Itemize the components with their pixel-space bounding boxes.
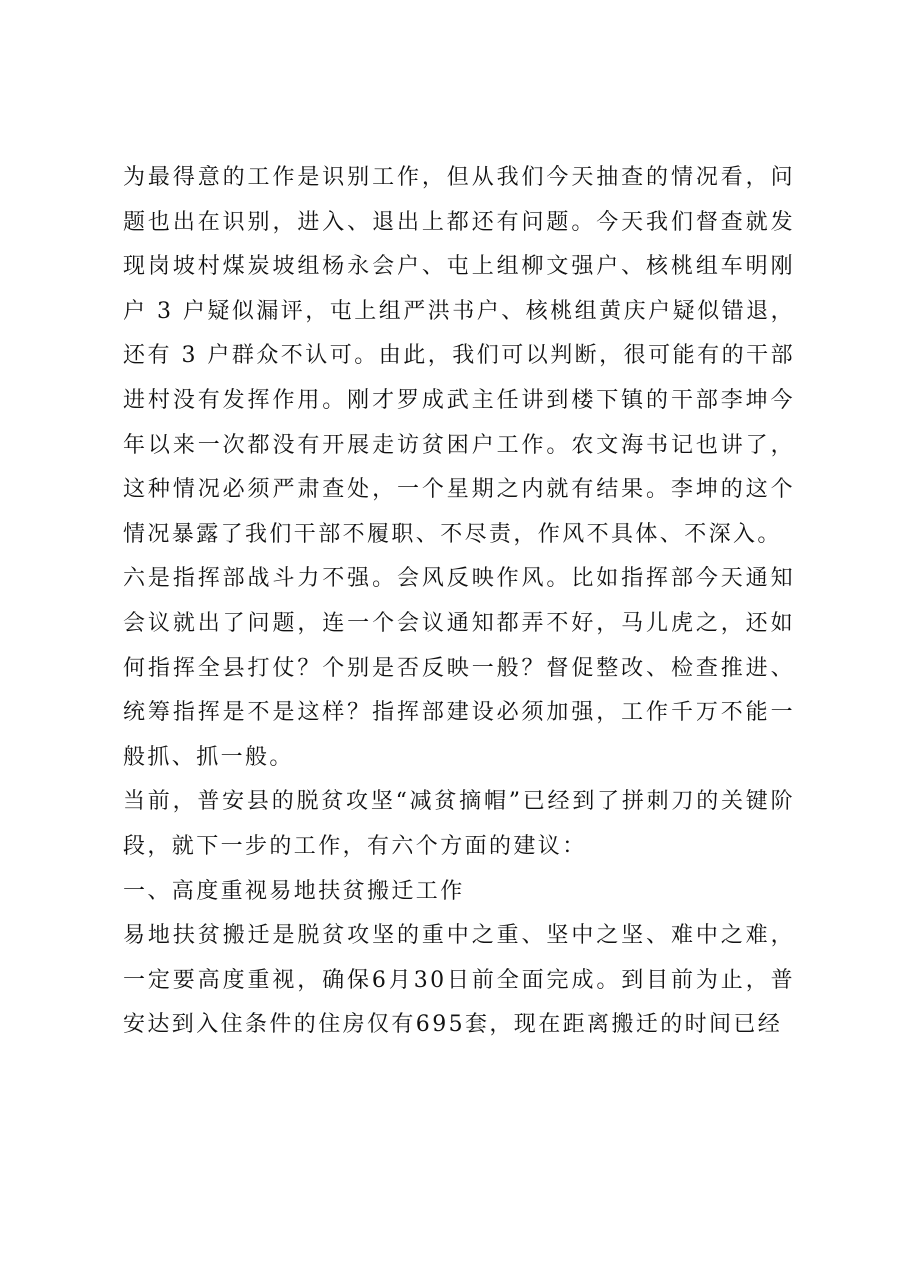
paragraph-identification-issues: 为最得意的工作是识别工作，但从我们今天抽查的情况看，问题也出在识别，进入、退出上都还有问题。今天我们督查就发现岗坡村煤炭坡组杨永会户、屯上组柳文强户、核桃组车明刚户 3 户疑似漏评，屯上组严洪书户、核桃组黄庆户疑似错退，还有 3 户群众不认可。由此，我们可以判断，很可能有的干部进村没有发挥作用。刚才罗成武主任讲到楼下镇的干部李坤今年以来一次都没有开展走访贫困户工作。农文海书记也讲了，这种情况必须严肃查处，一个星期之内就有结果。李坤的这个情况暴露了我们干部不履职、不尽责，作风不具体、不深入。 (123, 165, 795, 547)
document-body (123, 156, 795, 1048)
paragraph-current-stage: 当前，普安县的脱贫攻坚“减贫摘帽”已经到了拼刺刀的关键阶段，就下一步的工作，有六个方面的建议： (123, 789, 795, 859)
paragraph-relocation: 易地扶贫搬迁是脱贫攻坚的重中之重、坚中之坚、难中之难，一定要高度重视，确保6月30日前全面完成。到目前为止，普安达到入住条件的住房仅有695套，现在距离搬迁的时间已经 (123, 923, 795, 1038)
section-heading-relocation: 一、高度重视易地扶贫搬迁工作 (123, 878, 465, 904)
paragraph-command-post: 六是指挥部战斗力不强。会风反映作风。比如指挥部今天通知会议就出了问题，连一个会议通知都弄不好，马儿虎之，还如何指挥全县打仗？个别是否反映一般？督促整改、检查推进、统筹指挥是不是这样？指挥部建设必须加强，工作千万不能一般抓、抓一般。 (123, 566, 795, 770)
